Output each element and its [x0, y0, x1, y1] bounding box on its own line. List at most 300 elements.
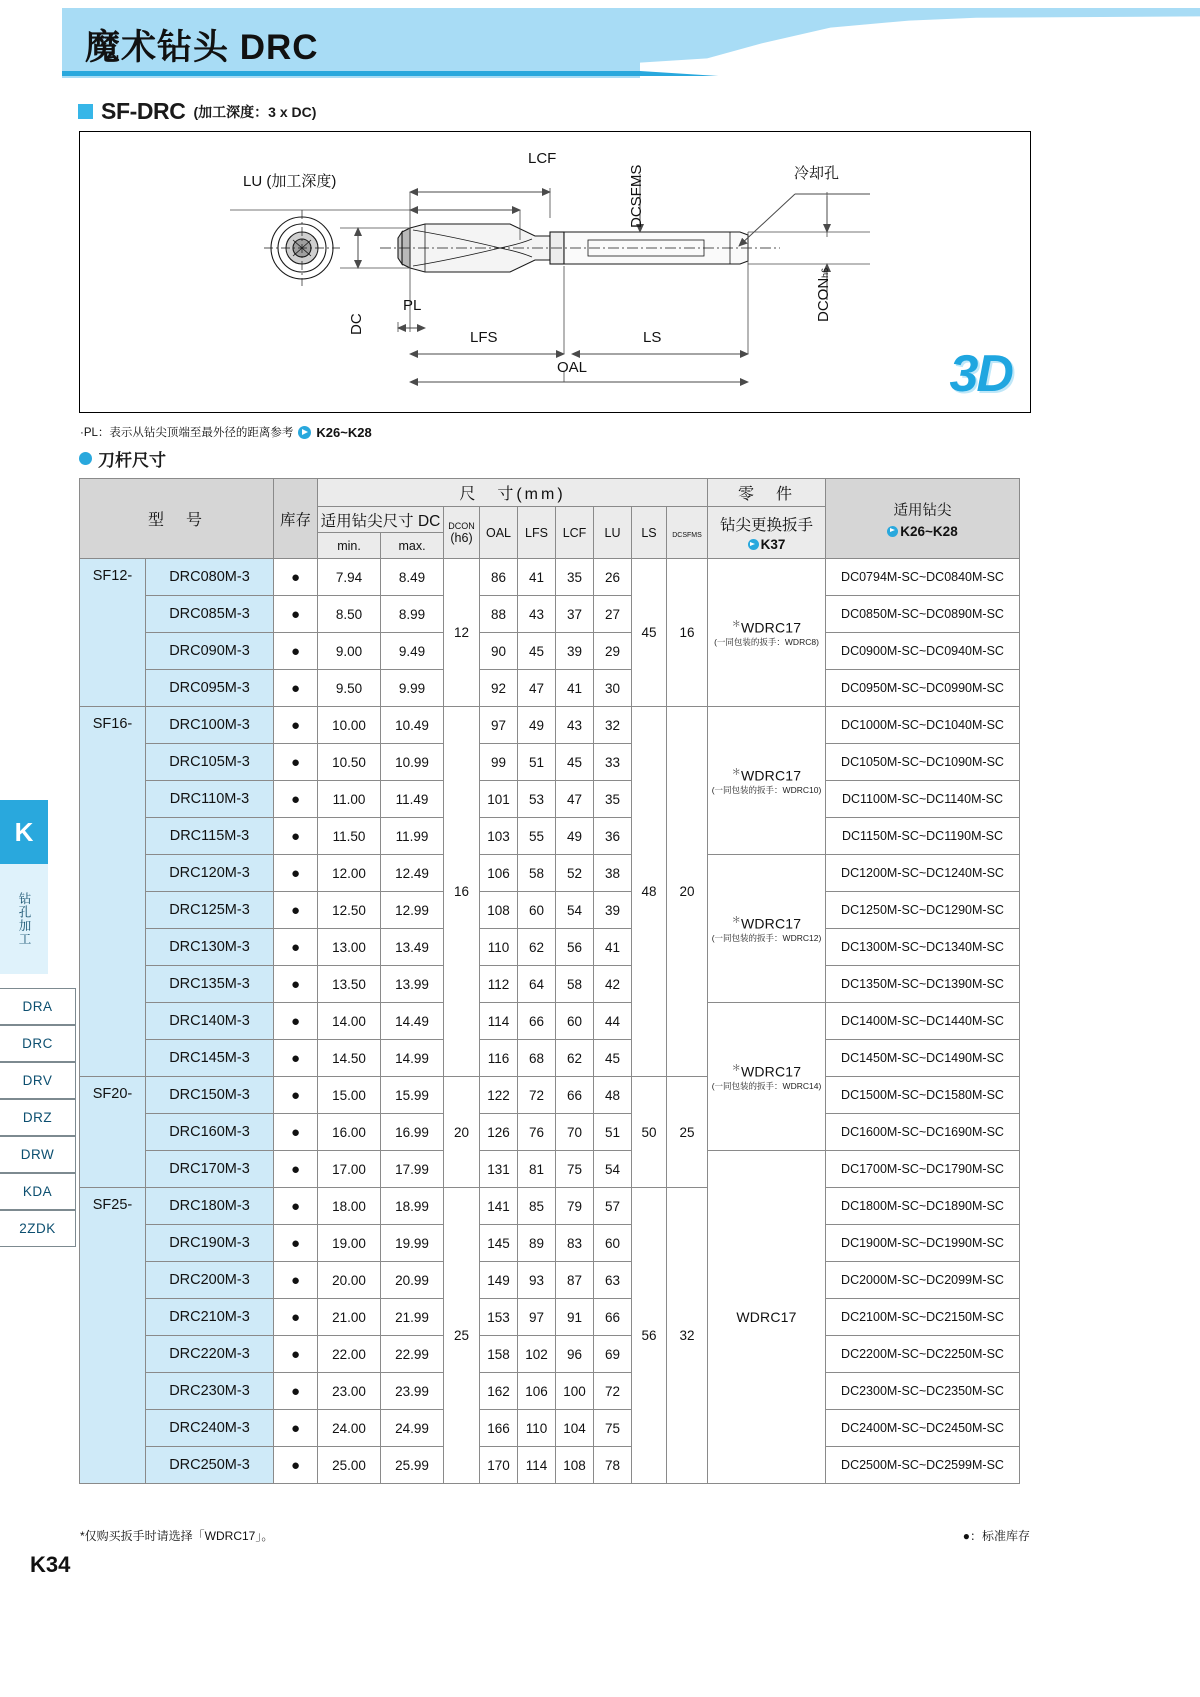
cell-lu: 39: [594, 892, 632, 929]
table-row: [80, 855, 1020, 892]
label-coolant-hole: 冷却孔: [794, 165, 840, 182]
cell-lu: 36: [594, 818, 632, 855]
th-dc-range-label: 适用钻尖尺寸 DC: [320, 512, 441, 530]
cell-oal: 86: [480, 559, 518, 596]
cell-lcf: 60: [556, 1003, 594, 1040]
table-row: [80, 744, 1020, 781]
cell-dc-min: 17.00: [318, 1151, 381, 1188]
cell-dc-min: 9.00: [318, 633, 381, 670]
cell-applicable-tip: DC1100M-SC~DC1140M-SC: [826, 781, 1020, 818]
page-title-code: DRC: [239, 28, 319, 67]
cell-model: DRC230M-3: [146, 1373, 274, 1410]
cell-lu: 45: [594, 1040, 632, 1077]
cell-stock: ●: [274, 670, 318, 707]
rail-chapter-label: [0, 864, 48, 974]
cell-dc-max: 10.49: [381, 707, 444, 744]
th-tip-label: 适用钻尖: [893, 502, 952, 519]
cell-model: DRC105M-3: [146, 744, 274, 781]
cell-lcf: 104: [556, 1410, 594, 1447]
cell-lu: 41: [594, 929, 632, 966]
cell-applicable-tip: DC1000M-SC~DC1040M-SC: [826, 707, 1020, 744]
cell-applicable-tip: DC1300M-SC~DC1340M-SC: [826, 929, 1020, 966]
label-lcf: LCF: [528, 150, 557, 167]
th-dc-range: [318, 507, 444, 533]
th-lfs-label: LFS: [525, 526, 548, 540]
cell-lu: 30: [594, 670, 632, 707]
asterisk-marker: ＊: [731, 1062, 741, 1073]
cell-lfs: 47: [518, 670, 556, 707]
th-parts: [708, 479, 826, 507]
cell-stock: ●: [274, 892, 318, 929]
cell-lcf: 83: [556, 1225, 594, 1262]
cell-stock: ●: [274, 707, 318, 744]
cell-lfs: 60: [518, 892, 556, 929]
arrow-circle-icon: [887, 526, 898, 537]
cell-model: DRC120M-3: [146, 855, 274, 892]
cell-dc-max: 25.99: [381, 1447, 444, 1484]
cell-applicable-tip: DC1200M-SC~DC1240M-SC: [826, 855, 1020, 892]
wrench-name: ＊WDRC17: [731, 766, 802, 784]
banner-curve: [640, 8, 1200, 78]
cell-lcf: 52: [556, 855, 594, 892]
cell-lu: 75: [594, 1410, 632, 1447]
cell-dc-min: 19.00: [318, 1225, 381, 1262]
cell-lu: 63: [594, 1262, 632, 1299]
cell-dc-min: 20.00: [318, 1262, 381, 1299]
cell-dc-min: 16.00: [318, 1114, 381, 1151]
cell-lu: 60: [594, 1225, 632, 1262]
cell-ls: 45: [632, 559, 667, 707]
table-row: [80, 929, 1020, 966]
table-row: [80, 1336, 1020, 1373]
rail-item-drz[interactable]: [0, 1099, 76, 1136]
th-tip-ref: K26~K28: [900, 523, 958, 539]
rail-chapter-label-text: 钻孔加工: [17, 892, 31, 946]
rail-item-drv[interactable]: [0, 1062, 76, 1099]
legend-standard-stock: ●：标准库存: [962, 1529, 1030, 1543]
cell-dc-min: 11.50: [318, 818, 381, 855]
cell-applicable-tip: DC1700M-SC~DC1790M-SC: [826, 1151, 1020, 1188]
table-row: [80, 707, 1020, 744]
table-row: [80, 1373, 1020, 1410]
rail-item-kda[interactable]: [0, 1173, 76, 1210]
cell-oal: 110: [480, 929, 518, 966]
cell-lfs: 55: [518, 818, 556, 855]
table-row: [80, 1003, 1020, 1040]
cell-dc-max: 10.99: [381, 744, 444, 781]
cell-applicable-tip: DC1450M-SC~DC1490M-SC: [826, 1040, 1020, 1077]
cell-shank-group: SF16-: [80, 707, 146, 1077]
cell-oal: 162: [480, 1373, 518, 1410]
cell-lfs: 68: [518, 1040, 556, 1077]
cell-model: DRC095M-3: [146, 670, 274, 707]
wrench-included-note: (一同包装的扳手：WDRC10): [711, 785, 822, 796]
cell-dc-max: 11.49: [381, 781, 444, 818]
pl-note-ref[interactable]: K26~K28: [316, 424, 372, 440]
cell-dc-min: 25.00: [318, 1447, 381, 1484]
cell-oal: 158: [480, 1336, 518, 1373]
cell-dc-min: 9.50: [318, 670, 381, 707]
cell-lcf: 45: [556, 744, 594, 781]
cell-stock: ●: [274, 1299, 318, 1336]
cell-dc-max: 24.99: [381, 1410, 444, 1447]
cell-lu: 27: [594, 596, 632, 633]
th-applicable-tip: [826, 479, 1020, 559]
arrow-circle-icon: [748, 539, 759, 550]
cell-stock: ●: [274, 1336, 318, 1373]
th-model-label: 型 号: [147, 512, 205, 529]
cell-lfs: 85: [518, 1188, 556, 1225]
cell-lu: 48: [594, 1077, 632, 1114]
cell-lcf: 39: [556, 633, 594, 670]
cell-lcf: 62: [556, 1040, 594, 1077]
cell-dc-min: 18.00: [318, 1188, 381, 1225]
cell-lcf: 87: [556, 1262, 594, 1299]
cell-lcf: 100: [556, 1373, 594, 1410]
cell-model: DRC170M-3: [146, 1151, 274, 1188]
cell-dc-min: 7.94: [318, 559, 381, 596]
cell-applicable-tip: DC1400M-SC~DC1440M-SC: [826, 1003, 1020, 1040]
cell-lu: 51: [594, 1114, 632, 1151]
cell-lu: 29: [594, 633, 632, 670]
th-tip-ref-wrap[interactable]: [826, 524, 1019, 539]
wrench-name: WDRC17: [736, 1309, 797, 1325]
cell-applicable-tip: DC1600M-SC~DC1690M-SC: [826, 1114, 1020, 1151]
wrench-included-note: (一同包装的扳手：WDRC12): [711, 933, 822, 944]
cell-ls: 56: [632, 1188, 667, 1484]
cell-model: DRC125M-3: [146, 892, 274, 929]
cell-dc-max: 9.49: [381, 633, 444, 670]
cell-stock: ●: [274, 1447, 318, 1484]
rail-item-2zdk[interactable]: [0, 1210, 76, 1247]
cell-oal: 101: [480, 781, 518, 818]
cell-lfs: 66: [518, 1003, 556, 1040]
cell-oal: 126: [480, 1114, 518, 1151]
cell-lu: 33: [594, 744, 632, 781]
cell-stock: ●: [274, 1003, 318, 1040]
cell-lu: 26: [594, 559, 632, 596]
cell-lu: 66: [594, 1299, 632, 1336]
rail-item-2zdk-label: 2ZDK: [19, 1221, 56, 1236]
cell-model: DRC085M-3: [146, 596, 274, 633]
cell-wrench: [708, 855, 826, 1003]
th-dcsfms: [667, 507, 708, 559]
cell-dc-min: 14.00: [318, 1003, 381, 1040]
drill-technical-drawing: [80, 132, 1029, 411]
cell-model: DRC090M-3: [146, 633, 274, 670]
cell-applicable-tip: DC2400M-SC~DC2450M-SC: [826, 1410, 1020, 1447]
th-stock: [274, 479, 318, 559]
cell-model: DRC145M-3: [146, 1040, 274, 1077]
cell-oal: 153: [480, 1299, 518, 1336]
cell-dc-min: 12.00: [318, 855, 381, 892]
cell-dcon: 12: [444, 559, 480, 707]
cell-lfs: 49: [518, 707, 556, 744]
asterisk-marker: ＊: [731, 618, 741, 629]
table-body: [80, 559, 1020, 1484]
th-dimensions: [318, 479, 708, 507]
cell-model: DRC135M-3: [146, 966, 274, 1003]
cell-dc-max: 22.99: [381, 1336, 444, 1373]
cell-lfs: 51: [518, 744, 556, 781]
th-dimensions-label: 尺 寸(mm): [459, 486, 566, 503]
blue-dot-icon: [79, 452, 92, 465]
th-dc-min-label: min.: [337, 539, 361, 553]
cell-stock: ●: [274, 1077, 318, 1114]
table-row: [80, 966, 1020, 1003]
cell-applicable-tip: DC2000M-SC~DC2099M-SC: [826, 1262, 1020, 1299]
cell-lcf: 56: [556, 929, 594, 966]
label-pl: PL: [403, 297, 422, 314]
cell-lcf: 58: [556, 966, 594, 1003]
cell-lfs: 102: [518, 1336, 556, 1373]
cell-lcf: 37: [556, 596, 594, 633]
cell-applicable-tip: DC1150M-SC~DC1190M-SC: [826, 818, 1020, 855]
table-row: [80, 818, 1020, 855]
cell-oal: 149: [480, 1262, 518, 1299]
table-row: [80, 670, 1020, 707]
section-code: SF-DRC: [101, 98, 186, 124]
label-lfs: LFS: [470, 329, 498, 346]
blue-square-icon: [78, 104, 93, 119]
th-dc-min: [318, 533, 381, 559]
wrench-included-note: (一同包装的扳手：WDRC14): [711, 1081, 822, 1092]
cell-oal: 122: [480, 1077, 518, 1114]
cell-dcon: 25: [444, 1188, 480, 1484]
cell-dcsfms: 32: [667, 1188, 708, 1484]
table-row: [80, 1077, 1020, 1114]
cell-lfs: 45: [518, 633, 556, 670]
cell-oal: 99: [480, 744, 518, 781]
cell-applicable-tip: DC1900M-SC~DC1990M-SC: [826, 1225, 1020, 1262]
cell-applicable-tip: DC1800M-SC~DC1890M-SC: [826, 1188, 1020, 1225]
cell-model: DRC110M-3: [146, 781, 274, 818]
table-row: [80, 1299, 1020, 1336]
th-wrench: [708, 507, 826, 559]
cell-lcf: 108: [556, 1447, 594, 1484]
cell-lfs: 93: [518, 1262, 556, 1299]
cell-stock: ●: [274, 966, 318, 1003]
banner-underline-curve: [640, 71, 1200, 76]
rail-item-drw[interactable]: [0, 1136, 76, 1173]
cell-dc-min: 24.00: [318, 1410, 381, 1447]
subsection-heading: [79, 446, 166, 471]
cell-applicable-tip: DC0900M-SC~DC0940M-SC: [826, 633, 1020, 670]
cell-lfs: 81: [518, 1151, 556, 1188]
cell-lcf: 96: [556, 1336, 594, 1373]
cell-dc-max: 11.99: [381, 818, 444, 855]
table-row: [80, 892, 1020, 929]
cell-model: DRC140M-3: [146, 1003, 274, 1040]
cell-dcsfms: 20: [667, 707, 708, 1077]
cell-stock: ●: [274, 781, 318, 818]
cell-applicable-tip: DC2500M-SC~DC2599M-SC: [826, 1447, 1020, 1484]
cell-dcon: 20: [444, 1077, 480, 1188]
cell-dc-max: 8.99: [381, 596, 444, 633]
cell-stock: ●: [274, 855, 318, 892]
th-oal: [480, 507, 518, 559]
cell-oal: 92: [480, 670, 518, 707]
cell-lfs: 89: [518, 1225, 556, 1262]
cell-lcf: 79: [556, 1188, 594, 1225]
cell-dc-min: 11.00: [318, 781, 381, 818]
cell-lu: 32: [594, 707, 632, 744]
cell-lfs: 53: [518, 781, 556, 818]
table-row: [80, 1188, 1020, 1225]
cell-stock: ●: [274, 1410, 318, 1447]
cell-model: DRC200M-3: [146, 1262, 274, 1299]
cell-lcf: 41: [556, 670, 594, 707]
cell-lu: 35: [594, 781, 632, 818]
cell-lu: 78: [594, 1447, 632, 1484]
th-lcf: [556, 507, 594, 559]
cell-dcsfms: 25: [667, 1077, 708, 1188]
cell-dc-max: 20.99: [381, 1262, 444, 1299]
cell-model: DRC210M-3: [146, 1299, 274, 1336]
pl-note-text: ·PL：表示从钻尖顶端至最外径的距离参考: [80, 427, 294, 439]
cell-lfs: 62: [518, 929, 556, 966]
cell-dc-max: 19.99: [381, 1225, 444, 1262]
cell-lcf: 49: [556, 818, 594, 855]
cell-dc-max: 21.99: [381, 1299, 444, 1336]
th-model: [80, 479, 274, 559]
cell-dc-min: 21.00: [318, 1299, 381, 1336]
cell-dc-min: 12.50: [318, 892, 381, 929]
table-row: [80, 1225, 1020, 1262]
cell-lu: 42: [594, 966, 632, 1003]
th-dc-max: [381, 533, 444, 559]
cell-applicable-tip: DC0850M-SC~DC0890M-SC: [826, 596, 1020, 633]
cell-model: DRC100M-3: [146, 707, 274, 744]
cell-oal: 106: [480, 855, 518, 892]
cell-stock: ●: [274, 818, 318, 855]
wrench-name: ＊WDRC17: [731, 618, 802, 636]
th-dcon: [444, 507, 480, 559]
cell-dc-max: 8.49: [381, 559, 444, 596]
cell-lu: 69: [594, 1336, 632, 1373]
rail-item-drc[interactable]: [0, 1025, 76, 1062]
cell-oal: 141: [480, 1188, 518, 1225]
cell-lfs: 72: [518, 1077, 556, 1114]
cell-dc-min: 10.50: [318, 744, 381, 781]
table-row: [80, 559, 1020, 596]
cell-oal: 103: [480, 818, 518, 855]
rail-item-drc-label: DRC: [22, 1036, 53, 1051]
label-oal: OAL: [557, 359, 588, 376]
cell-dc-min: 8.50: [318, 596, 381, 633]
cell-dcsfms: 16: [667, 559, 708, 707]
table-head: [80, 479, 1020, 559]
cell-oal: 88: [480, 596, 518, 633]
cell-dc-min: 23.00: [318, 1373, 381, 1410]
cell-wrench: [708, 559, 826, 707]
table-row: [80, 1151, 1020, 1188]
th-wrench-label: 钻尖更换扳手: [719, 517, 813, 534]
cell-dc-max: 13.99: [381, 966, 444, 1003]
th-lcf-label: LCF: [562, 526, 587, 540]
cell-lcf: 43: [556, 707, 594, 744]
cell-lfs: 64: [518, 966, 556, 1003]
cell-dc-min: 14.50: [318, 1040, 381, 1077]
cell-dc-max: 12.49: [381, 855, 444, 892]
logo-3d: 3D: [949, 345, 1012, 403]
rail-chapter-letter: K: [0, 800, 48, 864]
th-lfs: [518, 507, 556, 559]
th-lu-label: LU: [604, 526, 621, 540]
cell-model: DRC160M-3: [146, 1114, 274, 1151]
label-lu: LU (加工深度): [243, 173, 337, 190]
cell-shank-group: SF12-: [80, 559, 146, 707]
cell-wrench: [708, 707, 826, 855]
cell-applicable-tip: DC1050M-SC~DC1090M-SC: [826, 744, 1020, 781]
cell-wrench: [708, 1003, 826, 1151]
th-dcsfms-label: DCSFMS: [672, 532, 702, 539]
cell-lu: 44: [594, 1003, 632, 1040]
banner-underline: [62, 71, 1200, 76]
cell-stock: ●: [274, 1373, 318, 1410]
cell-dc-max: 15.99: [381, 1077, 444, 1114]
table-row: [80, 596, 1020, 633]
cell-oal: 116: [480, 1040, 518, 1077]
cell-oal: 145: [480, 1225, 518, 1262]
product-diagram: [79, 131, 1031, 413]
cell-shank-group: SF25-: [80, 1188, 146, 1484]
specifications-table: [79, 478, 1020, 1484]
cell-oal: 114: [480, 1003, 518, 1040]
cell-stock: ●: [274, 1225, 318, 1262]
wrench-included-note: (一同包装的扳手：WDRC8): [714, 637, 819, 648]
cell-model: DRC250M-3: [146, 1447, 274, 1484]
cell-dc-min: 15.00: [318, 1077, 381, 1114]
cell-lu: 54: [594, 1151, 632, 1188]
cell-oal: 166: [480, 1410, 518, 1447]
cell-stock: ●: [274, 1262, 318, 1299]
cell-applicable-tip: DC0950M-SC~DC0990M-SC: [826, 670, 1020, 707]
cell-lu: 38: [594, 855, 632, 892]
rail-item-kda-label: KDA: [22, 1184, 53, 1199]
cell-dc-min: 13.00: [318, 929, 381, 966]
section-heading: [78, 98, 316, 125]
th-wrench-ref-wrap[interactable]: [708, 537, 825, 552]
cell-shank-group: SF20-: [80, 1077, 146, 1188]
cell-dc-max: 14.99: [381, 1040, 444, 1077]
asterisk-marker: ＊: [731, 914, 741, 925]
th-wrench-ref: K37: [760, 537, 786, 552]
th-ls-label: LS: [641, 526, 657, 540]
rail-item-dra[interactable]: [0, 988, 76, 1025]
asterisk-marker: ＊: [731, 766, 741, 777]
footnote: *仅购买扳手时请选择「WDRC17」。: [80, 1529, 274, 1543]
cell-model: DRC190M-3: [146, 1225, 274, 1262]
table-row: [80, 1114, 1020, 1151]
cell-dc-min: 10.00: [318, 707, 381, 744]
cell-stock: ●: [274, 596, 318, 633]
cell-stock: ●: [274, 559, 318, 596]
cell-oal: 90: [480, 633, 518, 670]
cell-model: DRC115M-3: [146, 818, 274, 855]
label-ls: LS: [643, 329, 662, 346]
wrench-name: ＊WDRC17: [731, 914, 802, 932]
rail-item-drv-label: DRV: [22, 1073, 53, 1088]
cell-lfs: 110: [518, 1410, 556, 1447]
cell-lcf: 47: [556, 781, 594, 818]
table-row: [80, 1262, 1020, 1299]
cell-stock: ●: [274, 929, 318, 966]
cell-applicable-tip: DC0794M-SC~DC0840M-SC: [826, 559, 1020, 596]
cell-oal: 170: [480, 1447, 518, 1484]
cell-lcf: 70: [556, 1114, 594, 1151]
cell-model: DRC080M-3: [146, 559, 274, 596]
